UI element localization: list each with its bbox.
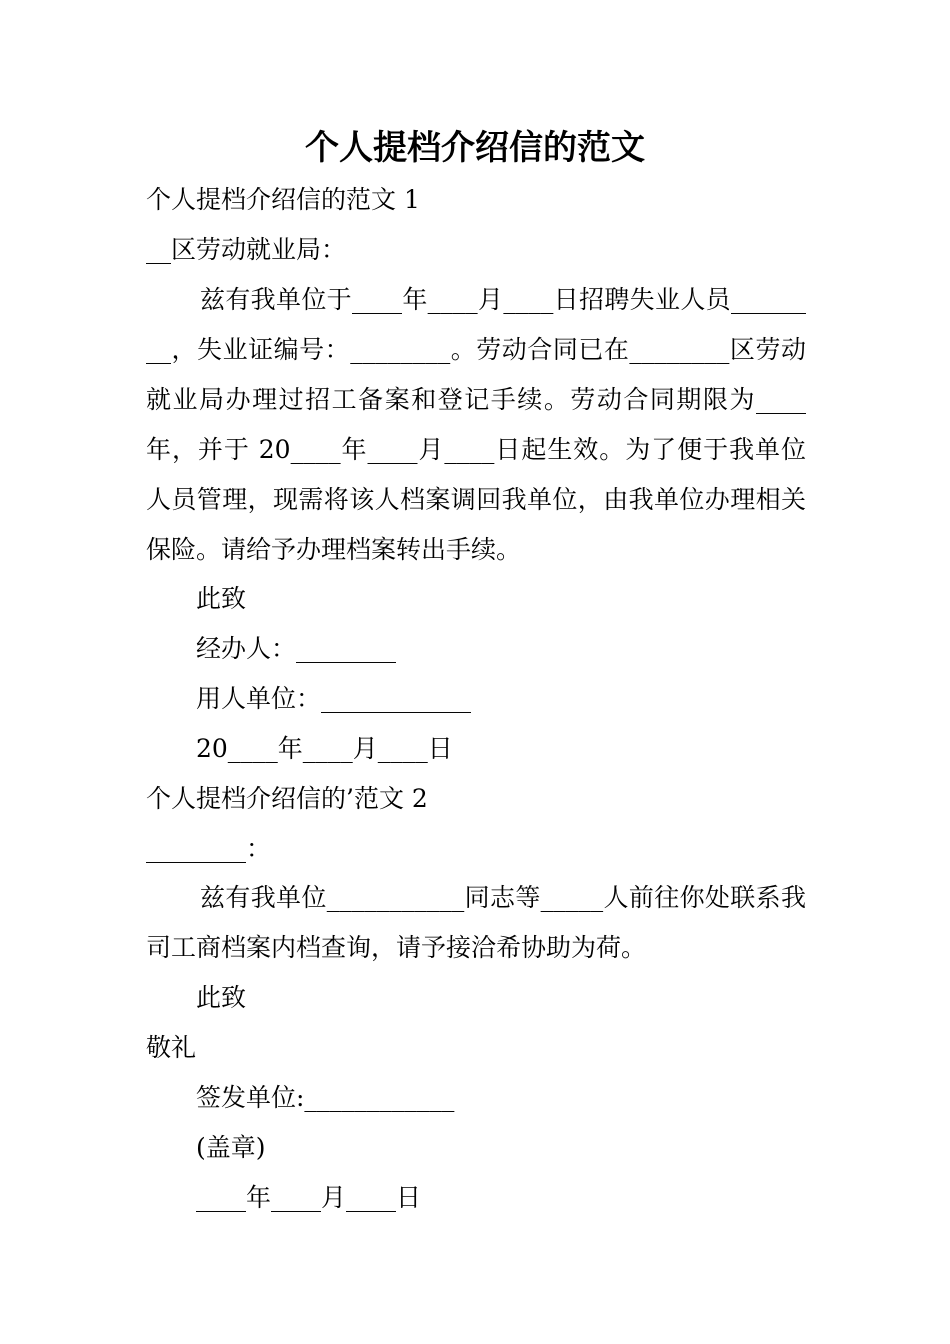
letter1-heading: 个人提档介绍信的范文 1 xyxy=(146,185,420,214)
letter2-heading: 个人提档介绍信的’范文 2 xyxy=(146,784,428,813)
letter2-salute: 敬礼 xyxy=(146,1033,197,1062)
letter2-body: 兹有我单位___________同志等_____人前往你处联系我司工商档案内档查询，请予接洽希协助为荷。 xyxy=(146,883,806,962)
letter1-body: 兹有我单位于____年____月____日招聘失业人员________，失业证编号：________。劳动合同已在________区劳动就业局办理过招工备案和登记手续。劳动合同期限为____年，并于 20____年____月____日起生效。为了便于我单位人员管理，现需将该人档案调回我单位，由我单位办理相关保险。请给予办理档案转出手续。 xyxy=(146,285,806,564)
letter1-date: 20____年____月____日 xyxy=(196,734,453,763)
letter2-date: ____年____月____日 xyxy=(196,1183,422,1212)
letter1-closing: 此致 xyxy=(196,584,247,613)
letter1-recipient: __区劳动就业局： xyxy=(146,235,347,264)
letter1-employer: 用人单位：____________ xyxy=(196,684,472,713)
letter2-closing: 此致 xyxy=(196,983,247,1012)
document-title: 个人提档介绍信的范文 xyxy=(305,128,645,168)
letter2-recipient: ________： xyxy=(146,834,272,863)
letter2-issuer: 签发单位:____________ xyxy=(196,1083,455,1112)
letter1-handler: 经办人：________ xyxy=(196,634,397,663)
letter2-seal: (盖章) xyxy=(196,1133,266,1162)
